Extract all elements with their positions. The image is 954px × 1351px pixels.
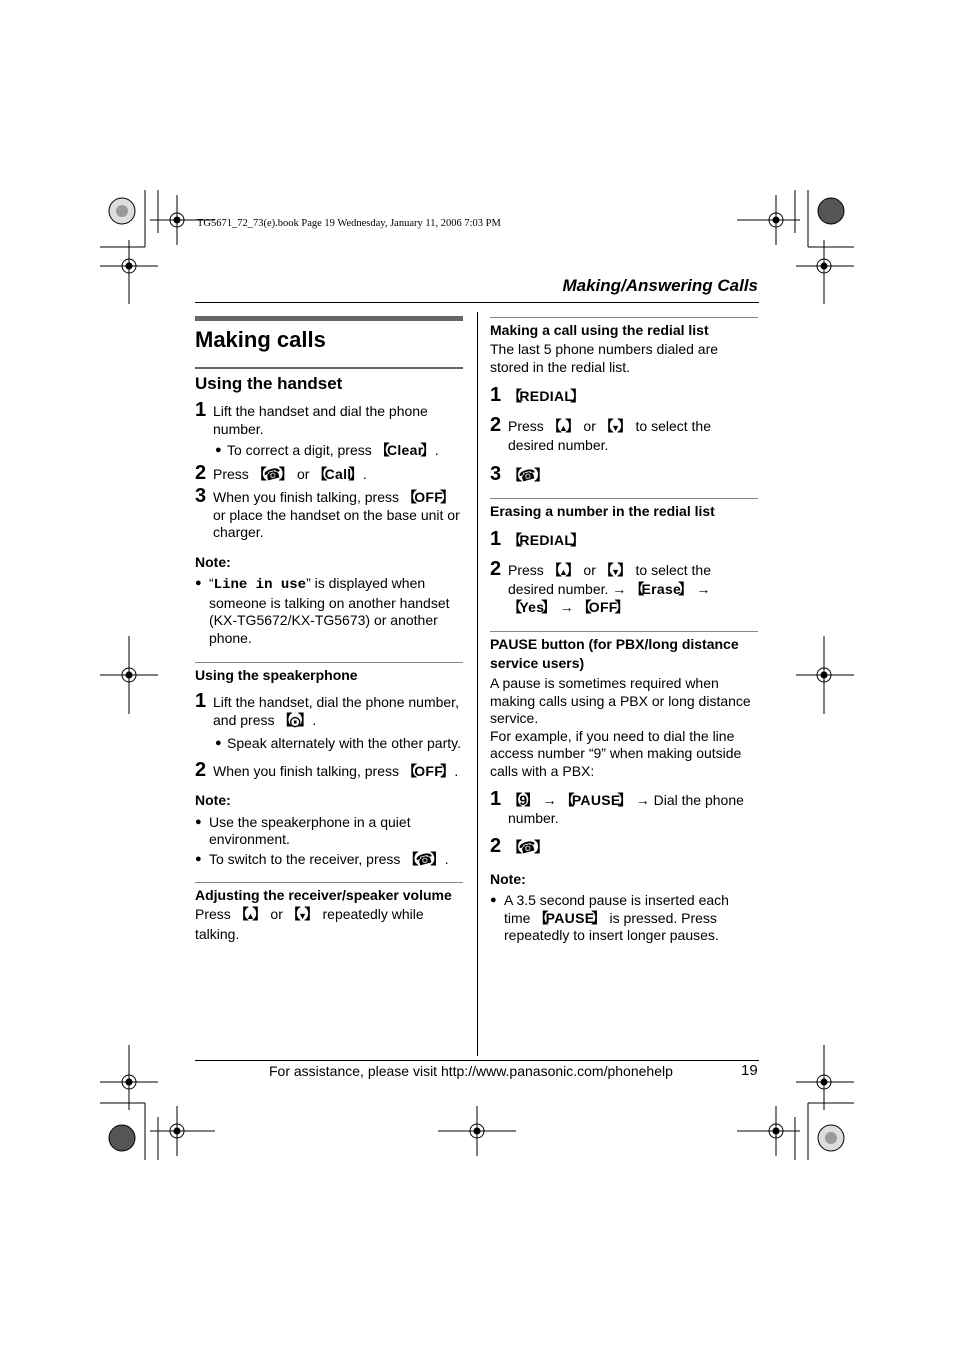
speaker-step-1-tip: ● Speak alternately with the other party. [215,735,461,751]
pause-para-1: A pause is sometimes required when making calls using a PBX or long distance service. [490,675,751,726]
footer-rule [195,1060,759,1061]
speaker-step-2: 2 When you finish talking, press 【 OFF 】 . [195,763,463,781]
left-column [195,316,463,943]
handset-note-label: Note: [195,553,231,570]
arrow-icon: → [612,581,627,597]
pause-note: ● A 3.5 second pause is inserted each time 【 PAUSE 】 is pressed. Press repeatedly to insert longer pauses. [490,892,758,945]
page-title: Making calls [195,327,326,352]
bullet-icon: ● [195,577,202,589]
erase-step-2: 2 Press 【 ▲ 】 or 【 ▼ 】 to select the desired number. → 【 Erase 】 → 【 Yes 】 → 【 OFF 】 [490,562,758,617]
footer-help-text: For assistance, please visit http://www.panasonic.com/phonehelp [269,1063,673,1079]
redial-key: 【 REDIAL 】 [508,532,585,548]
bullet-icon: ● [195,815,202,828]
volume-text: Press 【 ▲ 】 or 【 ▼ 】 repeatedly while talking. [195,906,463,943]
up-arrow-icon: ▲ [246,911,256,921]
speaker-note-label: Note: [195,792,231,808]
arrow-icon: → [635,792,650,808]
page-number: 19 [741,1062,758,1079]
pause-step-1: 1 【 9 】 → 【 PAUSE 】 → Dial the phone number. [490,792,758,827]
right-column [490,316,758,945]
redial-intro: The last 5 phone numbers dialed are stored in the redial list. [490,341,719,375]
redial-step-3: 3 【 ☎ 】 [490,467,758,485]
speaker-note-2: ● To switch to the receiver, press 【 ☎ 】 . [195,851,463,869]
off-key: 【 OFF 】 [403,763,455,779]
speaker-icon: ⨀ [289,715,301,728]
handset-step-1-tip: ● To correct a digit, press 【 Clear 】 . [213,442,463,460]
talk-icon: ☎ [517,837,539,858]
handset-step-1: 1 Lift the handset and dial the phone number. ● To correct a digit, press 【 Clear 】 . [195,403,463,460]
down-arrow-icon: ▼ [298,911,308,921]
print-info: TG5671_72_73(e).book Page 19 Wednesday, January 11, 2006 7:03 PM [197,218,501,229]
clear-key: 【 Clear 】 [376,442,435,458]
speaker-note-1: ● Use the speakerphone in a quiet environment. [195,813,411,847]
speaker-heading: Using the speakerphone [195,667,358,683]
arrow-icon: → [542,792,557,808]
call-key: 【 Call 】 [313,466,363,482]
handset-step-2: 2 Press 【 ☎ 】 or 【 Call 】 . [195,466,463,484]
bullet-icon: ● [195,852,202,865]
arrow-icon: → [696,581,711,597]
title-underline [195,367,463,369]
handset-note: ● “Line in use” is displayed when someone is talking on another handset (KX-TG5672/KX-TG5673) or another phone. [195,575,450,646]
handset-heading: Using the handset [195,374,343,393]
column-divider [477,312,478,1056]
pause-heading: PAUSE button (for PBX/long distance service users) [490,636,739,671]
bullet-icon: ● [215,444,222,456]
title-rule [195,316,463,321]
pause-para-2: For example, if you need to dial the line access number “9” when making outside calls with a PBX: [490,727,742,779]
nine-key: 【 9 】 [508,792,539,808]
volume-heading: Adjusting the receiver/speaker volume [195,887,452,903]
section-title: Making/Answering Calls [562,276,758,295]
bullet-icon: ● [490,894,497,906]
speaker-step-1: 1 Lift the handset, dial the phone number, and press 【 ⨀ 】 . ● Speak alternately with the other party. [195,694,463,753]
erase-heading: Erasing a number in the redial list [490,503,715,519]
arrow-icon: → [559,598,574,615]
redial-step-2: 2 Press 【 ▲ 】 or 【 ▼ 】 to select the desired number. [490,418,758,455]
redial-key: 【 REDIAL 】 [508,388,585,404]
pause-step-2: 2 【 ☎ 】 [490,839,758,857]
pause-key: 【 PAUSE 】 [534,910,605,926]
talk-icon: ☎ [413,848,435,869]
off-key: 【 OFF 】 [577,599,629,615]
redial-step-1: 1 【 REDIAL 】 [490,388,758,406]
pause-note-label: Note: [490,870,526,887]
header-rule [195,302,759,303]
display-text: Line in use [213,577,307,593]
down-arrow-icon: ▼ [611,422,621,433]
up-arrow-icon: ▲ [559,422,569,433]
pause-key: 【 PAUSE 】 [561,792,632,808]
talk-icon: ☎ [517,464,539,485]
down-arrow-icon: ▼ [611,566,621,577]
up-arrow-icon: ▲ [559,566,569,577]
yes-key: 【 Yes 】 [508,599,556,615]
erase-key: 【 Erase 】 [630,581,692,597]
handset-step-3: 3 When you finish talking, press 【 OFF 】 or place the handset on the base unit or charger. [195,489,463,542]
talk-icon: ☎ [262,463,284,484]
off-key: 【 OFF 】 [403,489,455,505]
erase-step-1: 1 【 REDIAL 】 [490,532,758,550]
redial-heading: Making a call using the redial list [490,322,709,338]
bullet-icon: ● [215,737,222,749]
